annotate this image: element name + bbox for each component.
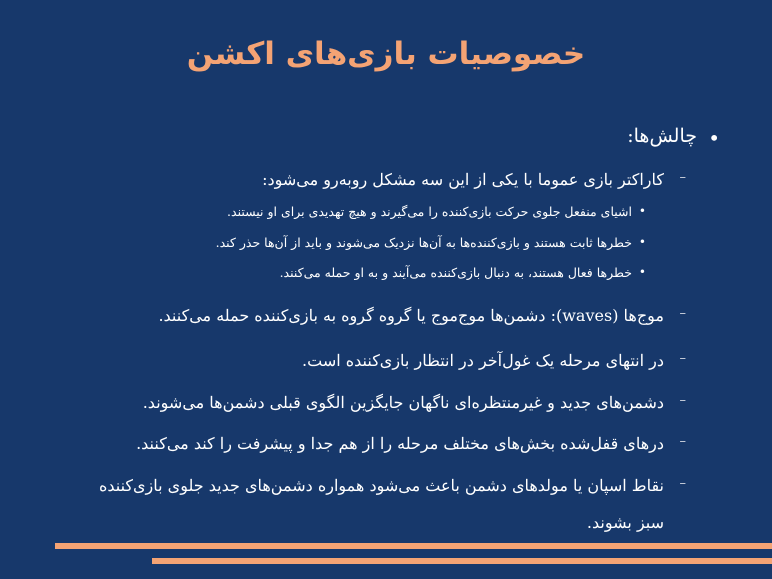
dash-icon: – <box>679 476 686 491</box>
sub-bullet-icon: • <box>638 235 646 249</box>
decorative-bar-top <box>55 543 772 549</box>
dash-icon: – <box>679 306 686 321</box>
list-item-text: نقاط اسپان یا مولدهای دشمن باعث می‌شود همواره دشمن‌های جدید جلوی بازی‌کننده <box>98 476 664 495</box>
sub-item-text: خطرها ثابت هستند و بازی‌کننده‌ها به آن‌ها نزدیک می‌شوند و باید از آن‌ها حذر کند. <box>215 235 632 250</box>
list-item <box>0 306 772 328</box>
list-item <box>0 393 772 415</box>
list-item-continuation <box>0 513 772 535</box>
sub-list-item <box>0 235 772 253</box>
sub-list-item <box>0 265 772 283</box>
intro-text: کاراکتر بازی عموما با یکی از این سه مشکل روبه‌رو می‌شود: <box>262 170 664 189</box>
dash-icon: – <box>679 434 686 449</box>
dash-icon: – <box>679 170 686 185</box>
sub-item-text: اشیای منفعل جلوی حرکت بازی‌کننده را می‌گیرند و هیچ تهدیدی برای او نیستند. <box>227 204 632 219</box>
heading-text: چالش‌ها: <box>627 125 697 147</box>
sub-bullet-icon: • <box>638 265 646 279</box>
list-item-text: درهای قفل‌شده بخش‌های مختلف مرحله را از هم جدا و پیشرفت را کند می‌کنند. <box>136 434 664 453</box>
list-item <box>0 434 772 456</box>
sub-item-text: خطرها فعال هستند، به دنبال بازی‌کننده می‌آیند و به او حمله می‌کنند. <box>279 265 632 280</box>
list-item-text: موج‌ها (waves): دشمن‌ها موج‌موج یا گروه گروه به بازی‌کننده حمله می‌کنند. <box>158 306 664 325</box>
sub-bullet-icon: • <box>638 204 646 218</box>
bullet-heading <box>0 125 772 151</box>
sub-list-item <box>0 204 772 222</box>
list-item-text: دشمن‌های جدید و غیرمنتظره‌ای ناگهان جایگزین الگوی قبلی دشمن‌ها می‌شوند. <box>142 393 664 412</box>
slide-title: خصوصیات بازی‌های اکشن <box>186 36 586 72</box>
list-item-text: در انتهای مرحله یک غول‌آخر در انتظار بازی‌کننده است. <box>302 351 664 370</box>
list-item <box>0 351 772 373</box>
decorative-bar-bottom <box>152 558 772 564</box>
bullet-icon: • <box>708 126 720 150</box>
intro-item <box>0 170 772 192</box>
dash-icon: – <box>679 351 686 366</box>
list-item-text: سبز بشوند. <box>586 513 664 532</box>
list-item <box>0 476 772 498</box>
dash-icon: – <box>679 393 686 408</box>
